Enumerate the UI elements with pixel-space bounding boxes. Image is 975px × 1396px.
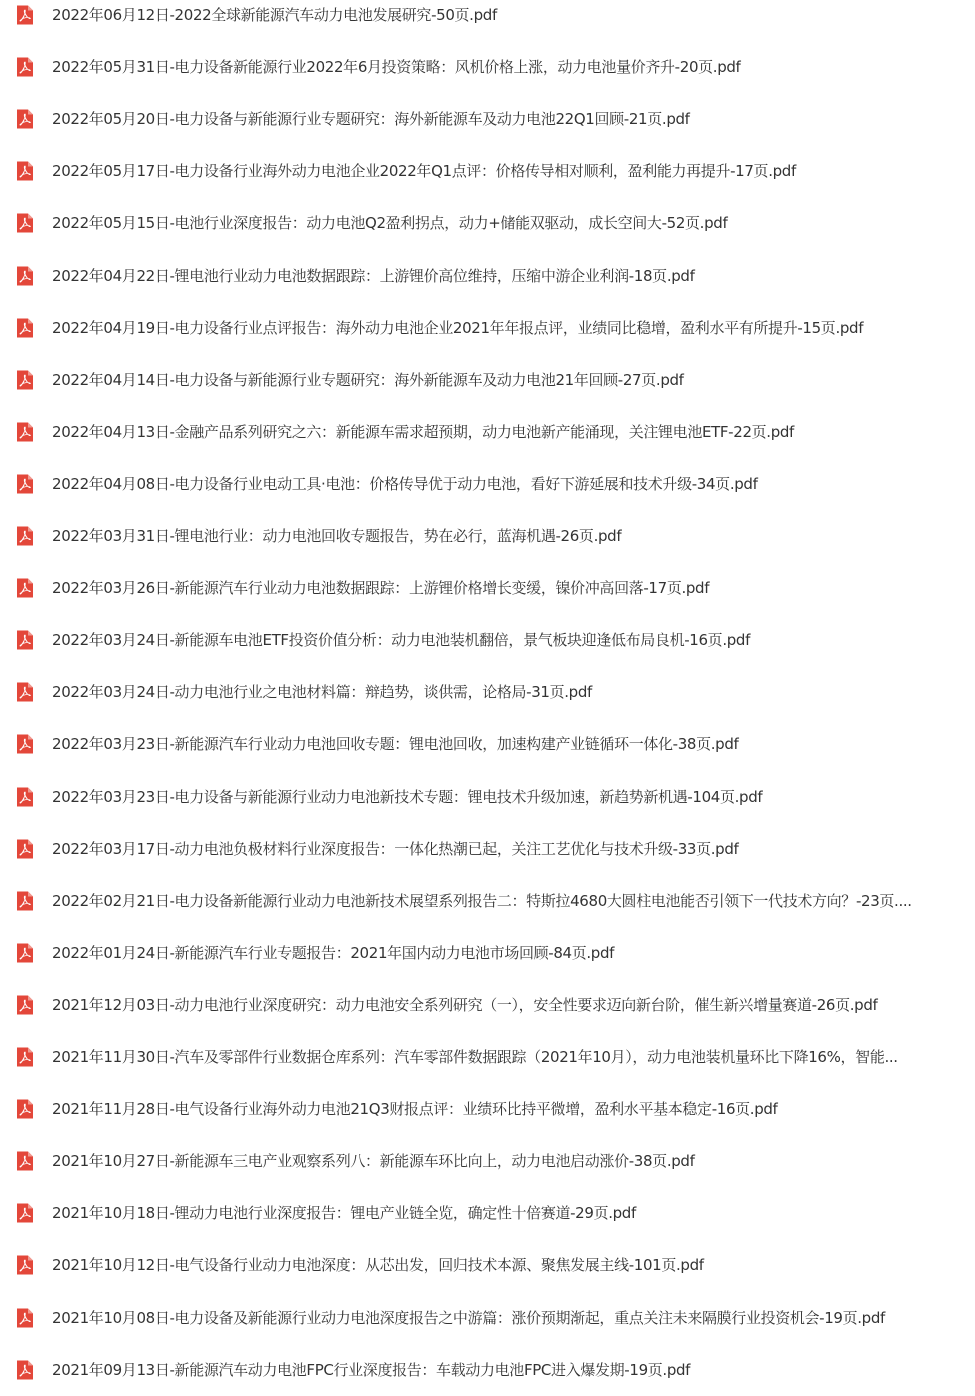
file-name: 2022年03月24日-动力电池行业之电池材料篇：辩趋势，谈供需，论格局-31页.pdf <box>52 683 592 702</box>
pdf-file-icon <box>14 317 36 339</box>
pdf-file-icon <box>14 681 36 703</box>
pdf-file-icon <box>14 473 36 495</box>
pdf-file-icon <box>14 1098 36 1120</box>
file-name: 2022年04月14日-电力设备与新能源行业专题研究：海外新能源车及动力电池21年回顾-27页.pdf <box>52 370 684 389</box>
pdf-file-icon <box>14 1254 36 1276</box>
file-row[interactable] <box>0 406 975 458</box>
file-row[interactable] <box>0 93 975 145</box>
pdf-file-icon <box>14 1202 36 1224</box>
file-name: 2022年03月23日-电力设备与新能源行业动力电池新技术专题：锂电技术升级加速，新趋势新机遇-104页.pdf <box>52 787 763 806</box>
file-name: 2022年04月08日-电力设备行业电动工具·电池：价格传导优于动力电池，看好下游延展和技术升级-34页.pdf <box>52 474 758 493</box>
pdf-file-icon <box>14 994 36 1016</box>
pdf-file-icon <box>14 1359 36 1381</box>
pdf-file-icon <box>14 786 36 808</box>
file-name: 2021年10月08日-电力设备及新能源行业动力电池深度报告之中游篇：涨价预期渐起，重点关注未来隔膜行业投资机会-19页.pdf <box>52 1308 885 1327</box>
file-name: 2022年03月24日-新能源车电池ETF投资价值分析：动力电池装机翻倍，景气板块迎逢低布局良机-16页.pdf <box>52 631 751 650</box>
file-name: 2022年05月31日-电力设备新能源行业2022年6月投资策略：风机价格上涨，动力电池量价齐升-20页.pdf <box>52 58 741 77</box>
file-row[interactable] <box>0 1135 975 1187</box>
pdf-file-icon <box>14 4 36 26</box>
file-row[interactable] <box>0 1344 975 1396</box>
file-row[interactable] <box>0 771 975 823</box>
file-row[interactable] <box>0 458 975 510</box>
pdf-file-icon <box>14 265 36 287</box>
pdf-file-icon <box>14 421 36 443</box>
file-row[interactable] <box>0 302 975 354</box>
file-row[interactable] <box>0 1239 975 1291</box>
file-name: 2021年12月03日-动力电池行业深度研究：动力电池安全系列研究（一），安全性要求迈向新台阶，催生新兴增量赛道-26页.pdf <box>52 995 878 1014</box>
file-row[interactable] <box>0 875 975 927</box>
file-row[interactable] <box>0 614 975 666</box>
file-name: 2022年05月15日-电池行业深度报告：动力电池Q2盈利拐点，动力+储能双驱动，成长空间大-52页.pdf <box>52 214 728 233</box>
pdf-file-icon <box>14 1046 36 1068</box>
pdf-file-icon <box>14 838 36 860</box>
pdf-file-icon <box>14 369 36 391</box>
file-name: 2022年04月13日-金融产品系列研究之六：新能源车需求超预期，动力电池新产能涌现，关注锂电池ETF-22页.pdf <box>52 422 794 441</box>
file-name: 2022年05月17日-电力设备行业海外动力电池企业2022年Q1点评：价格传导相对顺利，盈利能力再提升-17页.pdf <box>52 162 796 181</box>
file-row[interactable] <box>0 197 975 249</box>
file-name: 2022年03月23日-新能源汽车行业动力电池回收专题：锂电池回收，加速构建产业链循环一体化-38页.pdf <box>52 735 739 754</box>
pdf-file-icon <box>14 108 36 130</box>
pdf-file-icon <box>14 1307 36 1329</box>
file-name: 2021年10月27日-新能源车三电产业观察系列八：新能源车环比向上，动力电池启动涨价-38页.pdf <box>52 1152 695 1171</box>
pdf-file-icon <box>14 160 36 182</box>
pdf-file-icon <box>14 577 36 599</box>
pdf-file-icon <box>14 890 36 912</box>
file-name: 2022年04月22日-锂电池行业动力电池数据跟踪：上游锂价高位维持，压缩中游企业利润-18页.pdf <box>52 266 695 285</box>
file-row[interactable] <box>0 1292 975 1344</box>
pdf-file-icon <box>14 212 36 234</box>
file-name: 2022年04月19日-电力设备行业点评报告：海外动力电池企业2021年年报点评，业绩同比稳增，盈利水平有所提升-15页.pdf <box>52 318 864 337</box>
file-name: 2022年06月12日-2022全球新能源汽车动力电池发展研究-50页.pdf <box>52 6 497 24</box>
file-row[interactable] <box>0 145 975 197</box>
file-row[interactable] <box>0 0 975 41</box>
pdf-file-icon <box>14 942 36 964</box>
file-row[interactable] <box>0 979 975 1031</box>
pdf-file-icon <box>14 733 36 755</box>
pdf-file-icon <box>14 56 36 78</box>
file-name: 2022年01月24日-新能源汽车行业专题报告：2021年国内动力电池市场回顾-84页.pdf <box>52 943 615 962</box>
file-row[interactable] <box>0 562 975 614</box>
file-row[interactable] <box>0 354 975 406</box>
file-row[interactable] <box>0 1031 975 1083</box>
file-row[interactable] <box>0 927 975 979</box>
file-name: 2021年10月12日-电气设备行业动力电池深度：从芯出发，回归技术本源、聚焦发展主线-101页.pdf <box>52 1256 704 1275</box>
pdf-file-icon <box>14 629 36 651</box>
pdf-file-icon <box>14 525 36 547</box>
file-row[interactable] <box>0 250 975 302</box>
file-row[interactable] <box>0 1083 975 1135</box>
file-name: 2021年09月13日-新能源汽车动力电池FPC行业深度报告：车载动力电池FPC进入爆发期-19页.pdf <box>52 1360 691 1379</box>
file-name: 2022年03月31日-锂电池行业：动力电池回收专题报告，势在必行，蓝海机遇-26页.pdf <box>52 527 622 545</box>
file-name: 2022年05月20日-电力设备与新能源行业专题研究：海外新能源车及动力电池22Q1回顾-21页.pdf <box>52 110 690 129</box>
file-name: 2022年02月21日-电力设备新能源行业动力电池新技术展望系列报告二：特斯拉4680大圆柱电池能否引领下一代技术方向？-23页.... <box>52 891 912 910</box>
file-row[interactable] <box>0 1187 975 1239</box>
file-row[interactable] <box>0 666 975 718</box>
file-name: 2022年03月26日-新能源汽车行业动力电池数据跟踪：上游锂价格增长变缓，镍价冲高回落-17页.pdf <box>52 579 710 598</box>
file-row[interactable] <box>0 718 975 770</box>
file-name: 2021年11月28日-电气设备行业海外动力电池21Q3财报点评：业绩环比持平微增，盈利水平基本稳定-16页.pdf <box>52 1100 778 1119</box>
file-row[interactable] <box>0 41 975 93</box>
file-name: 2021年10月18日-锂动力电池行业深度报告：锂电产业链全览，确定性十倍赛道-29页.pdf <box>52 1204 636 1223</box>
file-row[interactable] <box>0 823 975 875</box>
file-name: 2021年11月30日-汽车及零部件行业数据仓库系列：汽车零部件数据跟踪（2021年10月），动力电池装机量环比下降16%，智能... <box>52 1048 898 1066</box>
file-row[interactable] <box>0 510 975 562</box>
pdf-file-icon <box>14 1150 36 1172</box>
file-name: 2022年03月17日-动力电池负极材料行业深度报告：一体化热潮已起，关注工艺优化与技术升级-33页.pdf <box>52 839 739 858</box>
